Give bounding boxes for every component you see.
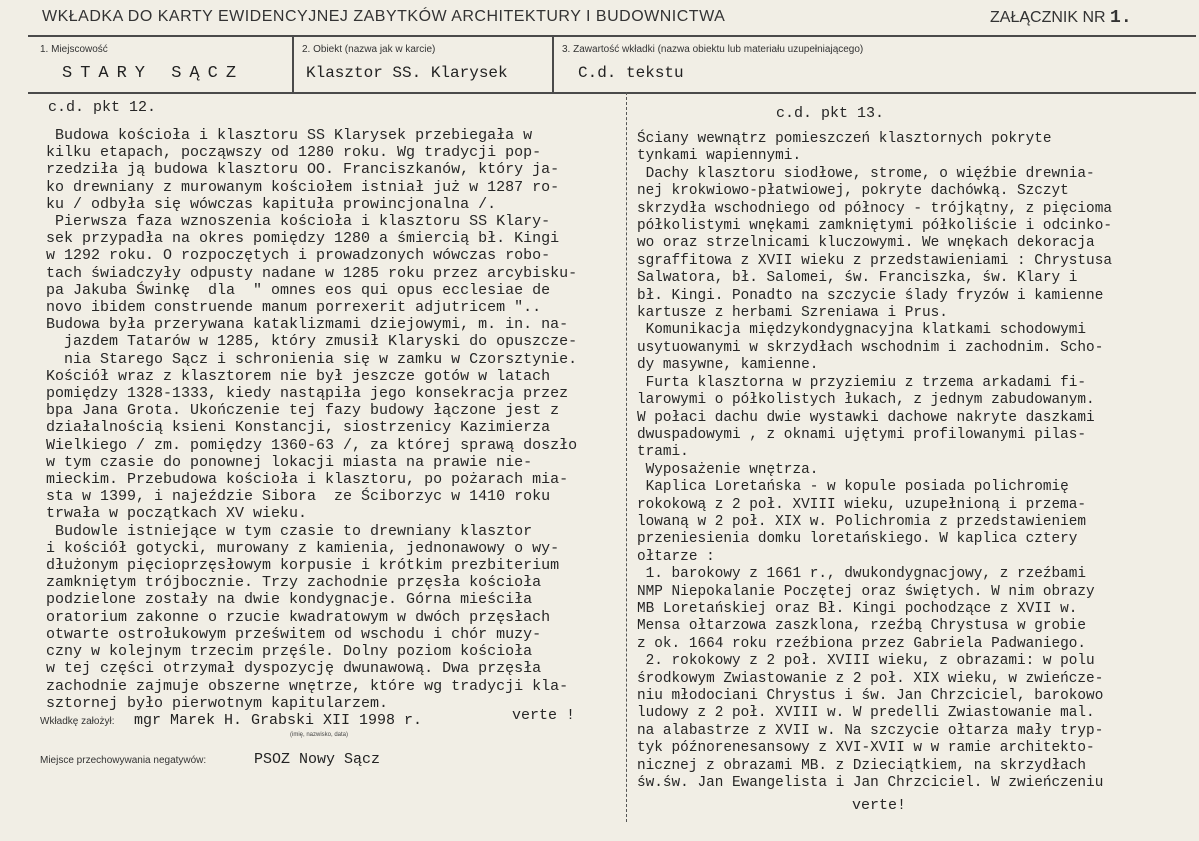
text-line: czny w kolejnym trzecim przęśle. Dolny poziom kościoła [28,643,533,661]
left-heading: c.d. pkt 12. [48,99,157,116]
text-line: podzielone zostały na dwie kondygnacje. Górna mieściła [28,591,533,609]
text-line: zamkniętym trójbocznie. Trzy zachodnie przęsła kościoła [28,574,542,592]
text-line: półkolistymi wnękami zamkniętymi półkoliście i odcinko- [637,218,1112,235]
text-line: 1. barokowy z 1661 r., dwukondygnacjowy, z rzeźbami [637,566,1087,583]
text-line: dłużonym pięcioprzęsłowym korpusie i krótkim prezbiterium [28,557,560,575]
text-line: ko drewniany z murowanym kościołem istniał już w 1287 ro- [28,178,560,196]
text-line: Furta klasztorna w przyziemiu z trzema arkadami fi- [637,374,1087,391]
made-by-value: mgr Marek H. Grabski XII 1998 r. [134,712,423,729]
text-line: jazdem Tatarów w 1285, który zmusił Klaryski do opuszcze- [28,333,578,351]
field-content-label: 3. Zawartość wkładki (nazwa obiektu lub materiału uzupełniającego) [562,44,864,55]
text-line: mieckim. Przebudowa kościoła i klasztoru, po pożarach mia- [28,471,569,489]
text-line: larowymi o półkolistych łukach, z jednym zabudowanym. [637,392,1095,409]
text-line: Budowa była przerywana kataklizmami dziejowymi, m. in. na- [28,316,569,334]
text-line: Pierwsza faza wznoszenia kościoła i klasztoru SS Klary- [28,213,551,231]
text-line: dy masywne, kamienne. [637,357,819,374]
text-line: ludowy z 2 poł. XVIII w. W predelli Zwiastowanie mal. [637,705,1095,722]
text-line: pomiędzy 1328-1333, kiedy nastąpiła jego konsekracja przez [28,385,569,403]
text-line: Budowle istniejące w tym czasie to drewniany klasztor [28,522,533,540]
text-line: Komunikacja międzykondygnacyjna klatkami schodowymi [637,322,1087,339]
text-line: z ok. 1664 roku rzeźbiona przez Gabriela Padwaniego. [637,635,1087,652]
text-line: nia Starego Sącz i schronienia się w zamku w Czorsztynie. [28,350,578,368]
right-verte: verte! [852,797,907,814]
text-line: nej krokwiowo-płatwiowej, pokryte dachówką. Szczyt [637,183,1069,200]
field-divider-1 [292,35,294,92]
text-line: otwarte ostrołukowym prześwitem od wschodu i chór muzy- [28,625,542,643]
made-by-label: Wkładkę założył: [40,716,115,727]
text-line: niu młodociani Chrystus i św. Jan Chrzciciel, barokowo [637,688,1104,704]
text-line: tynkami wapiennymi. [637,148,802,165]
text-line: oratorium zakonne o rzucie kwadratowym w dwóch przęsłach [28,608,551,626]
text-line: Budowa kościoła i klasztoru SS Klarysek przebiegała w [28,127,533,144]
negatives-label: Miejsce przechowywania negatywów: [40,755,207,766]
attachment-label: ZAŁĄCZNIK NR [990,9,1106,26]
field-object-label: 2. Obiekt (nazwa jak w karcie) [302,44,436,55]
text-line: tyk późnorenesansowy z XVI-XVII w w ramie architekto- [637,740,1095,757]
text-line: rokokową z 2 poł. XVIII wieku, uzupełnioną i przema- [637,496,1087,513]
text-line: kartusze z herbami Szreniawa i Prus. [637,305,948,322]
text-line: Mensa ołtarzowa zaszklona, rzeźbą Chrystusa w grobie [637,618,1087,635]
fields-rule [28,92,1196,94]
attachment-number [990,8,1132,28]
text-line: Dachy klasztoru siodłowe, strome, o więźbie drewnia- [637,165,1095,182]
text-line: Kościół wraz z klasztorem nie był jeszcze gotów w latach [28,367,551,385]
text-line: środkowym Zwiastowanie z 2 poł. XIX wieku, w zwieńcze- [637,670,1104,687]
left-verte: verte ! [512,707,576,724]
text-line: św.św. Jan Ewangelista i Jan Chrzciciel. W zwieńczeniu [637,775,1104,792]
text-line: lowaną w 2 poł. XIX w. Polichromia z przedstawieniem [637,513,1087,530]
text-line: 2. rokokowy z 2 poł. XVIII wieku, z obrazami: w polu [637,653,1095,670]
field-divider-2 [552,35,554,92]
text-line: sta w 1399, i najeździe Sibora ze Ściborzyc w 1410 roku [28,488,551,506]
made-by-hint: (imię, nazwisko, data) [290,732,349,738]
header-rule [28,35,1196,37]
text-line: zachodnie zajmuje obszerne wnętrze, które wg tradycji kla- [28,677,569,695]
text-line: kilku etapach, począwszy od 1280 roku. Wg tradycji pop- [28,144,542,162]
text-line: działalnością ksieni Konstancji, siostrzenicy Kazimierza [28,419,551,437]
text-line: trwała w początkach XV wieku. [28,505,308,523]
negatives-value: PSOZ Nowy Sącz [254,751,381,768]
text-line: wo oraz strzelnicami kluczowymi. We wnękach dekoracja [637,235,1095,252]
text-line: novo ibidem construende manum porrexerit adjutricem ".. [28,299,542,317]
text-line: dwuspadowymi , z oknami ujętymi profilowanymi pilas- [637,426,1087,443]
text-line: Wyposażenie wnętrza. [637,461,819,478]
text-line: ku / odbyła się wówczas kapituła prowincjonalna /. [28,195,497,213]
text-line: ołtarze : [637,548,715,565]
text-line: bpa Jana Grota. Ukończenie tej fazy budowy łączone jest z [28,402,560,420]
text-line: pa Jakuba Świnkę dla " omnes eos qui opus ecclesiae de [28,281,551,299]
left-text [28,127,577,712]
text-line: sgraffitowa z XVII wieku z przedstawieniami : Chrystusa [637,252,1112,269]
text-line: przeniesienia domku loretańskiego. W kaplica cztery [637,531,1078,548]
text-line: bł. Kingi. Ponadto na szczycie ślady fryzów i kamienne [637,287,1104,304]
text-line: trami. [637,444,689,461]
text-line: nicznej z obrazami MB. z Dzieciątkiem, na skrzydłach [637,757,1087,774]
text-line: Ściany wewnątrz pomieszczeń klasztornych pokryte [637,131,1052,147]
text-line: Salwatora, bł. Salomei, św. Franciszka, św. Klary i [637,270,1078,287]
text-line: MB Loretańskiej oraz Bł. Kingi pochodzące z XVII w. [637,600,1078,617]
text-line: sek przypadła na okres pomiędzy 1280 a śmiercią bł. Kingi [28,230,560,248]
text-line: Wielkiego / zm. pomiędzy 1360-63 /, za której sprawą doszło [28,436,578,454]
text-line: Kaplica Loretańska - w kopule posiada polichromię [637,479,1069,496]
text-line: NMP Niepokalanie Poczętej oraz świętych. W nim obrazy [637,583,1095,600]
right-heading: c.d. pkt 13. [776,105,885,122]
column-divider [626,92,627,822]
field-place-label: 1. Miejscowość [40,44,108,55]
text-line: W połaci dachu dwie wystawki dachowe nakryte daszkami [637,409,1095,426]
field-content-value: C.d. tekstu [578,64,684,82]
text-line: tach świadczyły odpusty nadane w 1285 roku przez arcybisku- [28,264,578,282]
card-title: WKŁADKA DO KARTY EWIDENCYJNEJ ZABYTKÓW ARCHITEKTURY I BUDOWNICTWA [42,8,726,25]
text-line: usytuowanymi w skrzydłach wschodnim i zachodnim. Scho- [637,339,1104,356]
attachment-no: 1. [1110,8,1132,28]
text-line: i kościół gotycki, murowany z kamienia, jednonawowy o wy- [28,539,560,557]
text-line: sztornej było pierwotnym kapitularzem. [28,694,389,712]
text-line: na alabastrze z XVII w. Na szczycie ołtarza mały tryp- [637,722,1104,739]
right-text [637,131,1112,792]
text-line: w tej części otrzymał dyspozycję dwunawową. Dwa przęsła [28,660,542,678]
field-place-value: STARY SĄCZ [62,64,245,83]
text-line: w 1292 roku. O rozpoczętych i prowadzonych wówczas robo- [28,247,551,265]
field-object-value: Klasztor SS. Klarysek [306,64,508,82]
text-line: rzedziła ją budowa klasztoru OO. Franciszkanów, który ja- [28,161,560,179]
text-line: skrzydła wschodniego od północy - trójkątny, z pięcioma [637,200,1112,217]
text-line: w tym czasie do ponownej lokacji miasta na prawie nie- [28,453,533,471]
